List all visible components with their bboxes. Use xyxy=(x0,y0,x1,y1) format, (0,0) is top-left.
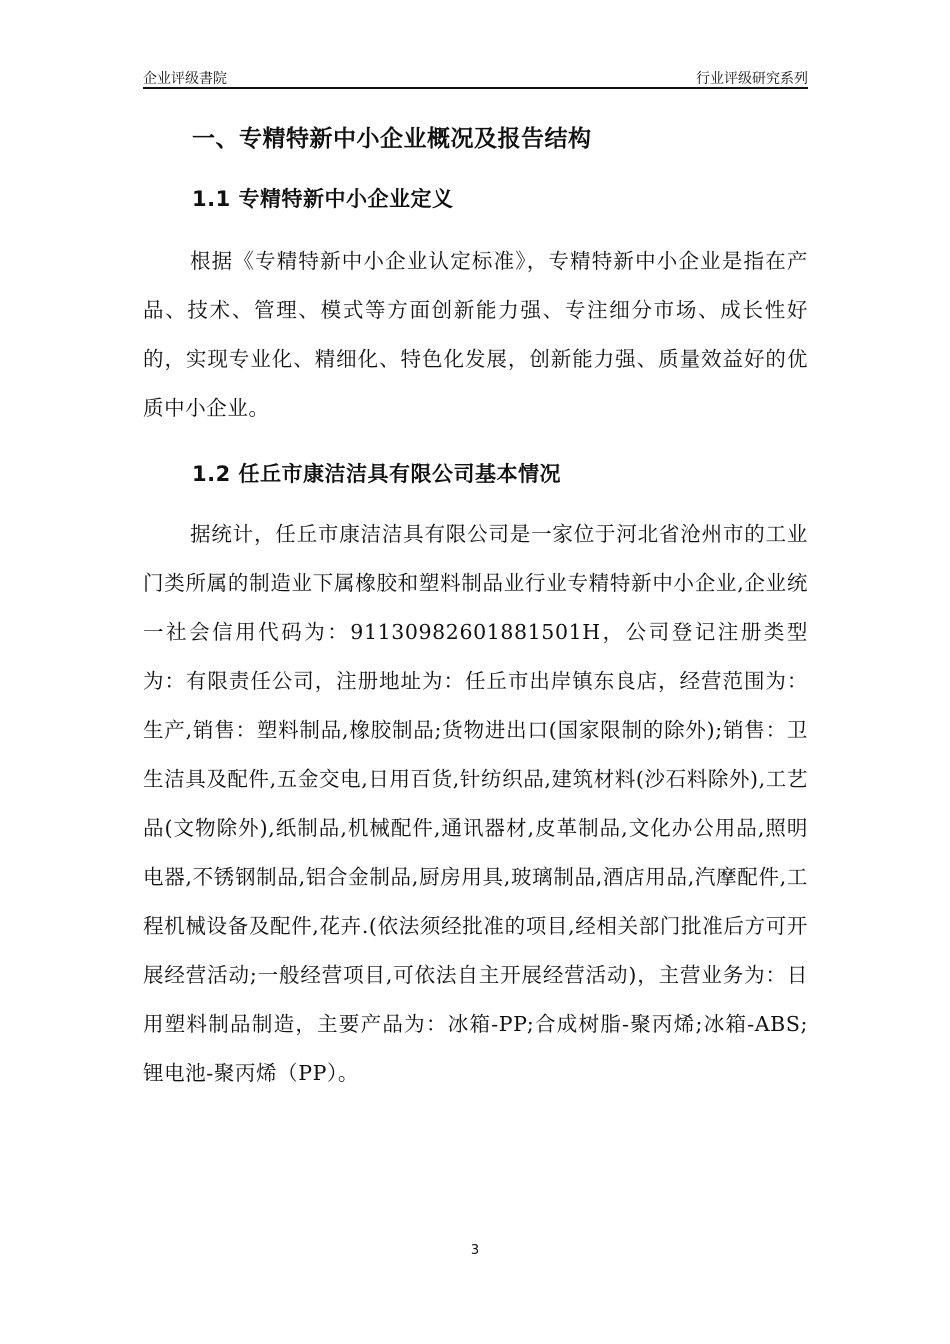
section-title: 一、专精特新中小企业概况及报告结构 xyxy=(192,126,592,152)
subsection-title-definition: 1.1 专精特新中小企业定义 xyxy=(192,187,454,211)
header-series: 行业评级研究系列 xyxy=(696,71,808,87)
paragraph-company-info: 据统计，任丘市康洁洁具有限公司是一家位于河北省沧州市的工业门类所属的制造业下属橡胶和塑料制品业行业专精特新中小企业,企业统一社会信用代码为：91130982601881501H，公司登记注册类型为：有限责任公司，注册地址为：任丘市出岸镇东良店，经营范围为：生产,销售：塑料制品,橡胶制品;货物进出口(国家限制的除外);销售：卫生洁具及配件,五金交电,日用百货,针纺织品,建筑材料(沙石料除外),工艺品(文物除外),纸制品,机械配件,通讯器材,皮革制品,文化办公用品,照明电器,不锈钢制品,铝合金制品,厨房用具,玻璃制品,酒店用品,汽摩配件,工程机械设备及配件,花卉.(依法须经批准的项目,经相关部门批准后方可开展经营活动;一般经营项目,可依法自主开展经营活动)，主营业务为：日用塑料制品制造，主要产品为：冰箱-PP;合成树脂-聚丙烯;冰箱-ABS;锂电池-聚丙烯（PP）。 xyxy=(143,522,808,1085)
paragraph-definition: 根据《专精特新中小企业认定标准》，专精特新中小企业是指在产品、技术、管理、模式等方面创新能力强、专注细分市场、成长性好的，实现专业化、精细化、特色化发展，创新能力强、质量效益好的优质中小企业。 xyxy=(143,249,808,420)
header-publisher: 企业评级書院 xyxy=(143,71,227,87)
header-divider xyxy=(143,87,808,89)
page-header xyxy=(143,66,808,88)
subsection-title-company-info: 1.2 任丘市康洁洁具有限公司基本情况 xyxy=(192,462,562,486)
page-number: 3 xyxy=(470,1243,480,1258)
